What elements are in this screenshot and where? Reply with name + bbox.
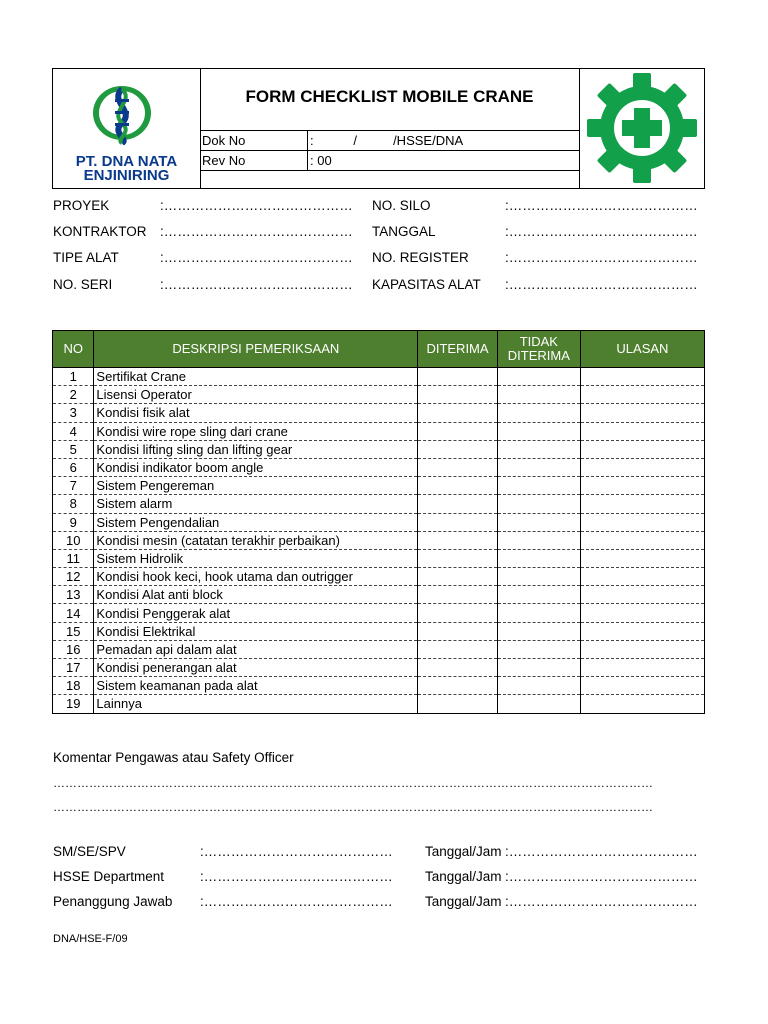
- row-description: Sistem keamanan pada alat: [94, 677, 418, 695]
- table-row: [53, 513, 705, 531]
- row-diterima-cell[interactable]: [418, 404, 498, 422]
- row-ulasan-cell[interactable]: [580, 659, 704, 677]
- row-diterima-cell[interactable]: [418, 640, 498, 658]
- row-ulasan-cell[interactable]: [580, 477, 704, 495]
- row-description: Sistem Hidrolik: [94, 549, 418, 567]
- row-tidak-diterima-cell[interactable]: [497, 422, 580, 440]
- row-tidak-diterima-cell[interactable]: [497, 404, 580, 422]
- row-diterima-cell[interactable]: [418, 477, 498, 495]
- row-description: Sistem Pengereman: [94, 477, 418, 495]
- field-kontraktor-value[interactable]: :……………………………………: [160, 224, 353, 239]
- table-row: [53, 531, 705, 549]
- field-tanggal-value[interactable]: :……………………………………: [505, 224, 698, 239]
- company-name-line1: PT. DNA NATA: [75, 153, 178, 170]
- row-description: Kondisi indikator boom angle: [94, 458, 418, 476]
- row-number: 18: [53, 677, 94, 695]
- comment-label: Komentar Pengawas atau Safety Officer: [53, 750, 294, 765]
- sig-hsse-value[interactable]: :……………………………………: [200, 869, 393, 884]
- row-diterima-cell[interactable]: [418, 422, 498, 440]
- row-description: Kondisi lifting sling dan lifting gear: [94, 440, 418, 458]
- title-cell: [200, 69, 580, 188]
- row-diterima-cell[interactable]: [418, 513, 498, 531]
- row-tidak-diterima-cell[interactable]: [497, 604, 580, 622]
- row-diterima-cell[interactable]: [418, 677, 498, 695]
- field-tipe-alat-value[interactable]: :……………………………………: [160, 250, 353, 265]
- row-number: 11: [53, 549, 94, 567]
- field-no-seri-value[interactable]: :……………………………………: [160, 277, 353, 292]
- field-tipe-alat-label: TIPE ALAT: [53, 250, 119, 265]
- row-diterima-cell[interactable]: [418, 586, 498, 604]
- row-tidak-diterima-cell[interactable]: [497, 368, 580, 386]
- form-title: FORM CHECKLIST MOBILE CRANE: [245, 87, 534, 106]
- row-number: 7: [53, 477, 94, 495]
- row-description: Kondisi Elektrikal: [94, 622, 418, 640]
- safety-emblem-cell: [579, 69, 704, 188]
- row-description: Pemadan api dalam alat: [94, 640, 418, 658]
- rev-no-label: Rev No: [202, 153, 246, 168]
- row-ulasan-cell[interactable]: [580, 404, 704, 422]
- blank-meta-row: [200, 170, 579, 189]
- table-row: [53, 477, 705, 495]
- row-number: 9: [53, 513, 94, 531]
- sig-pj-value[interactable]: :……………………………………: [200, 894, 393, 909]
- rev-no-row: [200, 150, 579, 171]
- sig-hsse-date-label: Tanggal/Jam: [425, 869, 502, 884]
- row-description: Sistem Pengendalian: [94, 513, 418, 531]
- row-number: 4: [53, 422, 94, 440]
- row-ulasan-cell[interactable]: [580, 513, 704, 531]
- row-number: 17: [53, 659, 94, 677]
- row-diterima-cell[interactable]: [418, 659, 498, 677]
- row-tidak-diterima-cell[interactable]: [497, 495, 580, 513]
- row-description: Lisensi Operator: [94, 386, 418, 404]
- sig-sm-date-label: Tanggal/Jam: [425, 844, 502, 859]
- row-number: 13: [53, 586, 94, 604]
- row-ulasan-cell[interactable]: [580, 677, 704, 695]
- row-ulasan-cell[interactable]: [580, 695, 704, 713]
- safety-cross-gear-icon: [584, 72, 700, 184]
- comment-line-1[interactable]: ……………………………………………………………………………………………………………………………………: [53, 776, 653, 790]
- row-tidak-diterima-cell[interactable]: [497, 458, 580, 476]
- table-row: [53, 659, 705, 677]
- field-kapasitas-alat-value[interactable]: :……………………………………: [505, 277, 698, 292]
- row-ulasan-cell[interactable]: [580, 640, 704, 658]
- row-diterima-cell[interactable]: [418, 368, 498, 386]
- table-row: [53, 495, 705, 513]
- row-tidak-diterima-cell[interactable]: [497, 640, 580, 658]
- comment-line-2[interactable]: ……………………………………………………………………………………………………………………………………: [53, 800, 653, 814]
- row-ulasan-cell[interactable]: [580, 495, 704, 513]
- table-row: [53, 549, 705, 567]
- row-ulasan-cell[interactable]: [580, 531, 704, 549]
- row-diterima-cell[interactable]: [418, 440, 498, 458]
- row-tidak-diterima-cell[interactable]: [497, 622, 580, 640]
- field-kontraktor-label: KONTRAKTOR: [53, 224, 147, 239]
- row-diterima-cell[interactable]: [418, 386, 498, 404]
- row-tidak-diterima-cell[interactable]: [497, 659, 580, 677]
- row-number: 15: [53, 622, 94, 640]
- checklist-table: [52, 330, 705, 714]
- table-row: [53, 695, 705, 713]
- row-ulasan-cell[interactable]: [580, 422, 704, 440]
- logo-cell: [53, 69, 201, 188]
- row-description: Lainnya: [94, 695, 418, 713]
- row-description: Sistem alarm: [94, 495, 418, 513]
- row-ulasan-cell[interactable]: [580, 549, 704, 567]
- row-description: Kondisi penerangan alat: [94, 659, 418, 677]
- row-ulasan-cell[interactable]: [580, 586, 704, 604]
- table-row: [53, 640, 705, 658]
- field-no-register-label: NO. REGISTER: [372, 250, 469, 265]
- field-tanggal-label: TANGGAL: [372, 224, 436, 239]
- row-number: 1: [53, 368, 94, 386]
- col-deskripsi-header: DESKRIPSI PEMERIKSAAN: [94, 331, 418, 368]
- row-number: 3: [53, 404, 94, 422]
- row-diterima-cell[interactable]: [418, 604, 498, 622]
- sig-pj-date-value[interactable]: :……………………………………: [505, 894, 698, 909]
- row-diterima-cell[interactable]: [418, 495, 498, 513]
- company-logo-icon: [89, 83, 155, 145]
- row-number: 10: [53, 531, 94, 549]
- document-header: [52, 68, 705, 189]
- sig-sm-value[interactable]: :……………………………………: [200, 844, 393, 859]
- row-diterima-cell[interactable]: [418, 458, 498, 476]
- company-name-line2: ENJINIRING: [83, 167, 170, 184]
- row-diterima-cell[interactable]: [418, 622, 498, 640]
- row-ulasan-cell[interactable]: [580, 386, 704, 404]
- row-description: Kondisi mesin (catatan terakhir perbaikan): [94, 531, 418, 549]
- field-no-silo-label: NO. SILO: [372, 198, 431, 213]
- dok-no-value: : / /HSSE/DNA: [310, 133, 464, 148]
- row-tidak-diterima-cell[interactable]: [497, 386, 580, 404]
- row-diterima-cell[interactable]: [418, 695, 498, 713]
- row-number: 14: [53, 604, 94, 622]
- row-tidak-diterima-cell[interactable]: [497, 440, 580, 458]
- row-number: 8: [53, 495, 94, 513]
- table-row: [53, 422, 705, 440]
- row-diterima-cell[interactable]: [418, 568, 498, 586]
- row-description: Kondisi fisik alat: [94, 404, 418, 422]
- row-number: 19: [53, 695, 94, 713]
- row-description: Kondisi Alat anti block: [94, 586, 418, 604]
- col-no-header: NO: [53, 331, 94, 368]
- row-number: 12: [53, 568, 94, 586]
- col-diterima-header: DITERIMA: [418, 331, 498, 368]
- table-row: [53, 440, 705, 458]
- field-no-silo-value[interactable]: :……………………………………: [505, 198, 698, 213]
- sig-hsse-role: HSSE Department: [53, 869, 165, 884]
- table-row: [53, 604, 705, 622]
- row-ulasan-cell[interactable]: [580, 604, 704, 622]
- row-description: Kondisi wire rope sling dari crane: [94, 422, 418, 440]
- row-number: 5: [53, 440, 94, 458]
- sig-pj-role: Penanggung Jawab: [53, 894, 173, 909]
- dok-no-label: Dok No: [202, 133, 246, 148]
- row-number: 2: [53, 386, 94, 404]
- row-tidak-diterima-cell[interactable]: [497, 677, 580, 695]
- row-tidak-diterima-cell[interactable]: [497, 695, 580, 713]
- field-proyek-label: PROYEK: [53, 198, 110, 213]
- field-no-register-value[interactable]: :……………………………………: [505, 250, 698, 265]
- row-ulasan-cell[interactable]: [580, 622, 704, 640]
- row-tidak-diterima-cell[interactable]: [497, 513, 580, 531]
- sig-sm-role: SM/SE/SPV: [53, 844, 126, 859]
- row-tidak-diterima-cell[interactable]: [497, 531, 580, 549]
- row-number: 6: [53, 458, 94, 476]
- field-proyek-value[interactable]: :……………………………………: [160, 198, 353, 213]
- row-description: Sertifikat Crane: [94, 368, 418, 386]
- rev-no-value: : 00: [310, 153, 332, 168]
- table-row: [53, 458, 705, 476]
- row-tidak-diterima-cell[interactable]: [497, 568, 580, 586]
- row-tidak-diterima-cell[interactable]: [497, 586, 580, 604]
- table-row: [53, 586, 705, 604]
- row-description: Kondisi hook keci, hook utama dan outrigger: [94, 568, 418, 586]
- table-row: [53, 404, 705, 422]
- sig-sm-date-value[interactable]: :……………………………………: [505, 844, 698, 859]
- table-row: [53, 386, 705, 404]
- sig-pj-date-label: Tanggal/Jam: [425, 894, 502, 909]
- table-header-row: [53, 331, 705, 368]
- document-code: DNA/HSE-F/09: [53, 933, 128, 945]
- col-tidak-diterima-header: TIDAK DITERIMA: [497, 331, 580, 368]
- row-number: 16: [53, 640, 94, 658]
- row-diterima-cell[interactable]: [418, 531, 498, 549]
- row-tidak-diterima-cell[interactable]: [497, 549, 580, 567]
- sig-hsse-date-value[interactable]: :……………………………………: [505, 869, 698, 884]
- row-description: Kondisi Penggerak alat: [94, 604, 418, 622]
- table-row: [53, 677, 705, 695]
- row-ulasan-cell[interactable]: [580, 440, 704, 458]
- dok-no-row: [200, 130, 579, 151]
- row-ulasan-cell[interactable]: [580, 368, 704, 386]
- table-row: [53, 622, 705, 640]
- col-ulasan-header: ULASAN: [580, 331, 704, 368]
- table-row: [53, 368, 705, 386]
- row-tidak-diterima-cell[interactable]: [497, 477, 580, 495]
- table-row: [53, 568, 705, 586]
- field-kapasitas-alat-label: KAPASITAS ALAT: [372, 277, 481, 292]
- field-no-seri-label: NO. SERI: [53, 277, 113, 292]
- row-ulasan-cell[interactable]: [580, 458, 704, 476]
- row-diterima-cell[interactable]: [418, 549, 498, 567]
- row-ulasan-cell[interactable]: [580, 568, 704, 586]
